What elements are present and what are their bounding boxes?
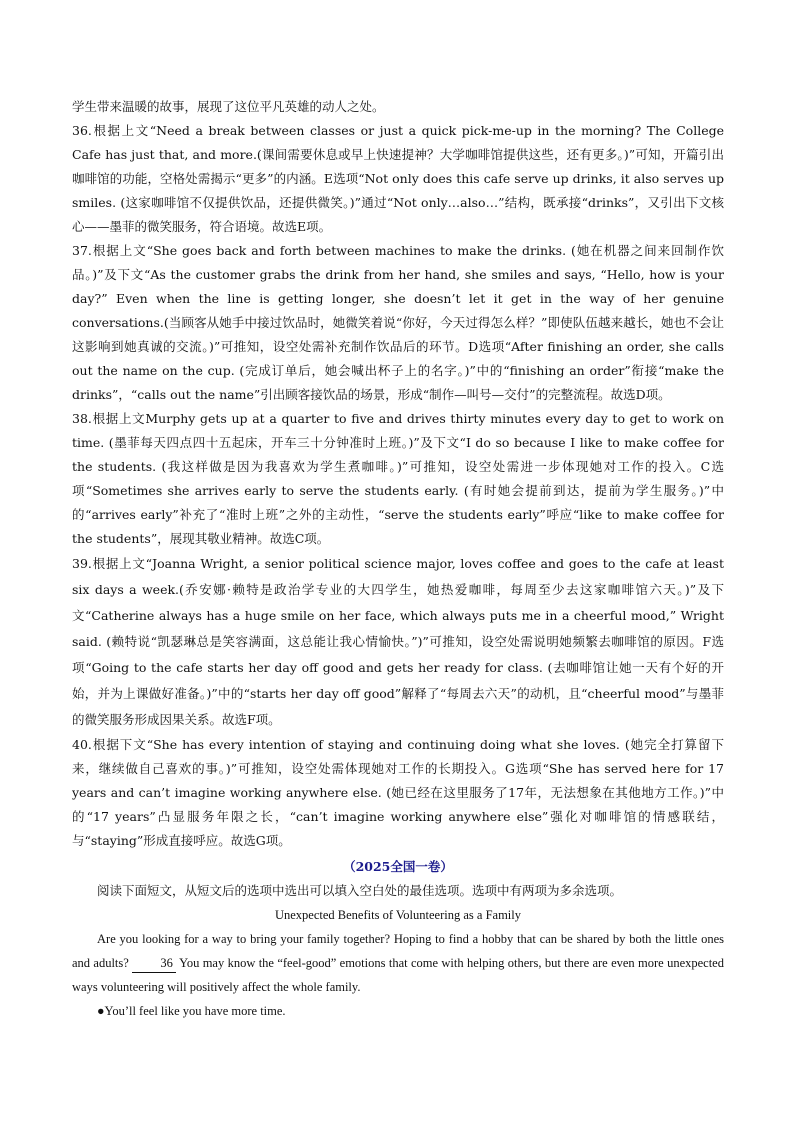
bullet-point: ●You’ll feel like you have more time.	[97, 1004, 286, 1018]
analysis-item-37: 37.根据上文“She goes back and forth between machines to make the drinks. (她在机器之间来回制作饮品。)”及下文“As the customer grabs the drink from her hand, she smiles and says, “Hello, how is your day?” Even when the line is getting longer, she doesn’t let it get in the way of her genuine conversations.(当顾客从她手中接过饮品时，她微笑着说“你好，今天过得怎么样？”即使队伍越来越长，她也不会让这影响到她真诚的交流。)”可推知，设空处需补充制作饮品后的环节。D选项“After finishing an order, she calls out the name on the cup. (完成订单后，她会喊出杯子上的名字。)”中的“finishing an order”衔接“make the drinks”，“calls out the name”引出顾客接饮品的场景，形成“制作—叫号—交付”的完整流程。故选D项。	[72, 243, 724, 402]
passage-title: Unexpected Benefits of Volunteering as a Family	[274, 908, 521, 922]
document-page	[72, 95, 724, 1023]
blank-36: 36	[132, 954, 176, 973]
analysis-item-38: 38.根据上文Murphy gets up at a quarter to five and drives thirty minutes every day to get to work on time. (墨菲每天四点四十五起床，开车三十分钟准时上班。)”及下文“I do so because I like to make coffee for the students. (我这样做是因为我喜欢为学生煮咖啡。)”可推知，设空处需进一步体现她对工作的投入。C选项“Sometimes she arrives early to serve the students early. (有时她会提前到达，提前为学生服务。)”中的“arrives early”补充了“准时上班”之外的主动性，“serve the students early”呼应“like to make coffee for the students”，展现其敬业精神。故选C项。	[72, 411, 724, 546]
answer-analysis	[72, 95, 724, 853]
instruction: 阅读下面短文，从短文后的选项中选出可以填入空白处的最佳选项。选项中有两项为多余选项。	[97, 883, 623, 898]
analysis-item-40: 40.根据下文“She has every intention of staying and continuing doing what she loves. (她完全打算留下来，继续做自己喜欢的事。)”可推知，设空处需体现她对工作的长期投入。G选项“She has served here for 17 years and can’t imagine working anywhere else. (她已经在这里服务了17年，无法想象在其他地方工作。)”中的“17 years”凸显服务年限之长，“can’t imagine working anywhere else”强化对咖啡馆的情感联结，与“staying”形成直接呼应。故选G项。	[72, 737, 724, 848]
analysis-continuation: 学生带来温暖的故事，展现了这位平凡英雄的动人之处。	[72, 99, 385, 114]
section-heading: （2025全国一卷）	[343, 859, 453, 874]
passage-paragraph	[72, 927, 724, 999]
analysis-item-36: 36.根据上文“Need a break between classes or just a quick pick-me-up in the morning? The College Cafe has just that, and more.(课间需要休息或早上快速提神？大学咖啡馆提供这些，还有更多。)”可知，开篇引出咖啡馆的功能，空格处需揭示“更多”的内涵。E选项“Not only does this cafe serve up drinks, it also serves up smiles. (这家咖啡馆不仅提供饮品，还提供微笑。)”通过“Not only…also…”结构，既承接“drinks”，又引出下文核心——墨菲的微笑服务，符合语境。故选E项。	[72, 123, 724, 234]
passage-text-after-blank: You may know the “feel-good” emotions that come with helping others, but there are even more unexpected ways volunteering will positively affect the whole family.	[72, 956, 724, 994]
passage-text-before-blank: Are you looking for a way to bring your family together? Hoping to find a hobby that can be shared by both the little ones and adults?	[72, 932, 724, 970]
analysis-item-39: 39.根据上文“Joanna Wright, a senior political science major, loves coffee and goes to the cafe at least six days a week.(乔安娜·赖特是政治学专业的大四学生，她热爱咖啡，每周至少去这家咖啡馆六天。)”及下文“Catherine always has a huge smile on her face, which always puts me in a cheerful mood,” Wright said. (赖特说“凯瑟琳总是笑容满面，这总能让我心情愉快。”)”可推知，设空处需说明她频繁去咖啡馆的原因。F选项“Going to the cafe starts her day off good and gets her ready for class. (去咖啡馆让她一天有个好的开始，并为上课做好准备。)”中的“starts her day off good”解释了“每周去六天”的动机，且“cheerful mood”与墨菲的微笑服务形成因果关系。故选F项。	[72, 556, 724, 727]
